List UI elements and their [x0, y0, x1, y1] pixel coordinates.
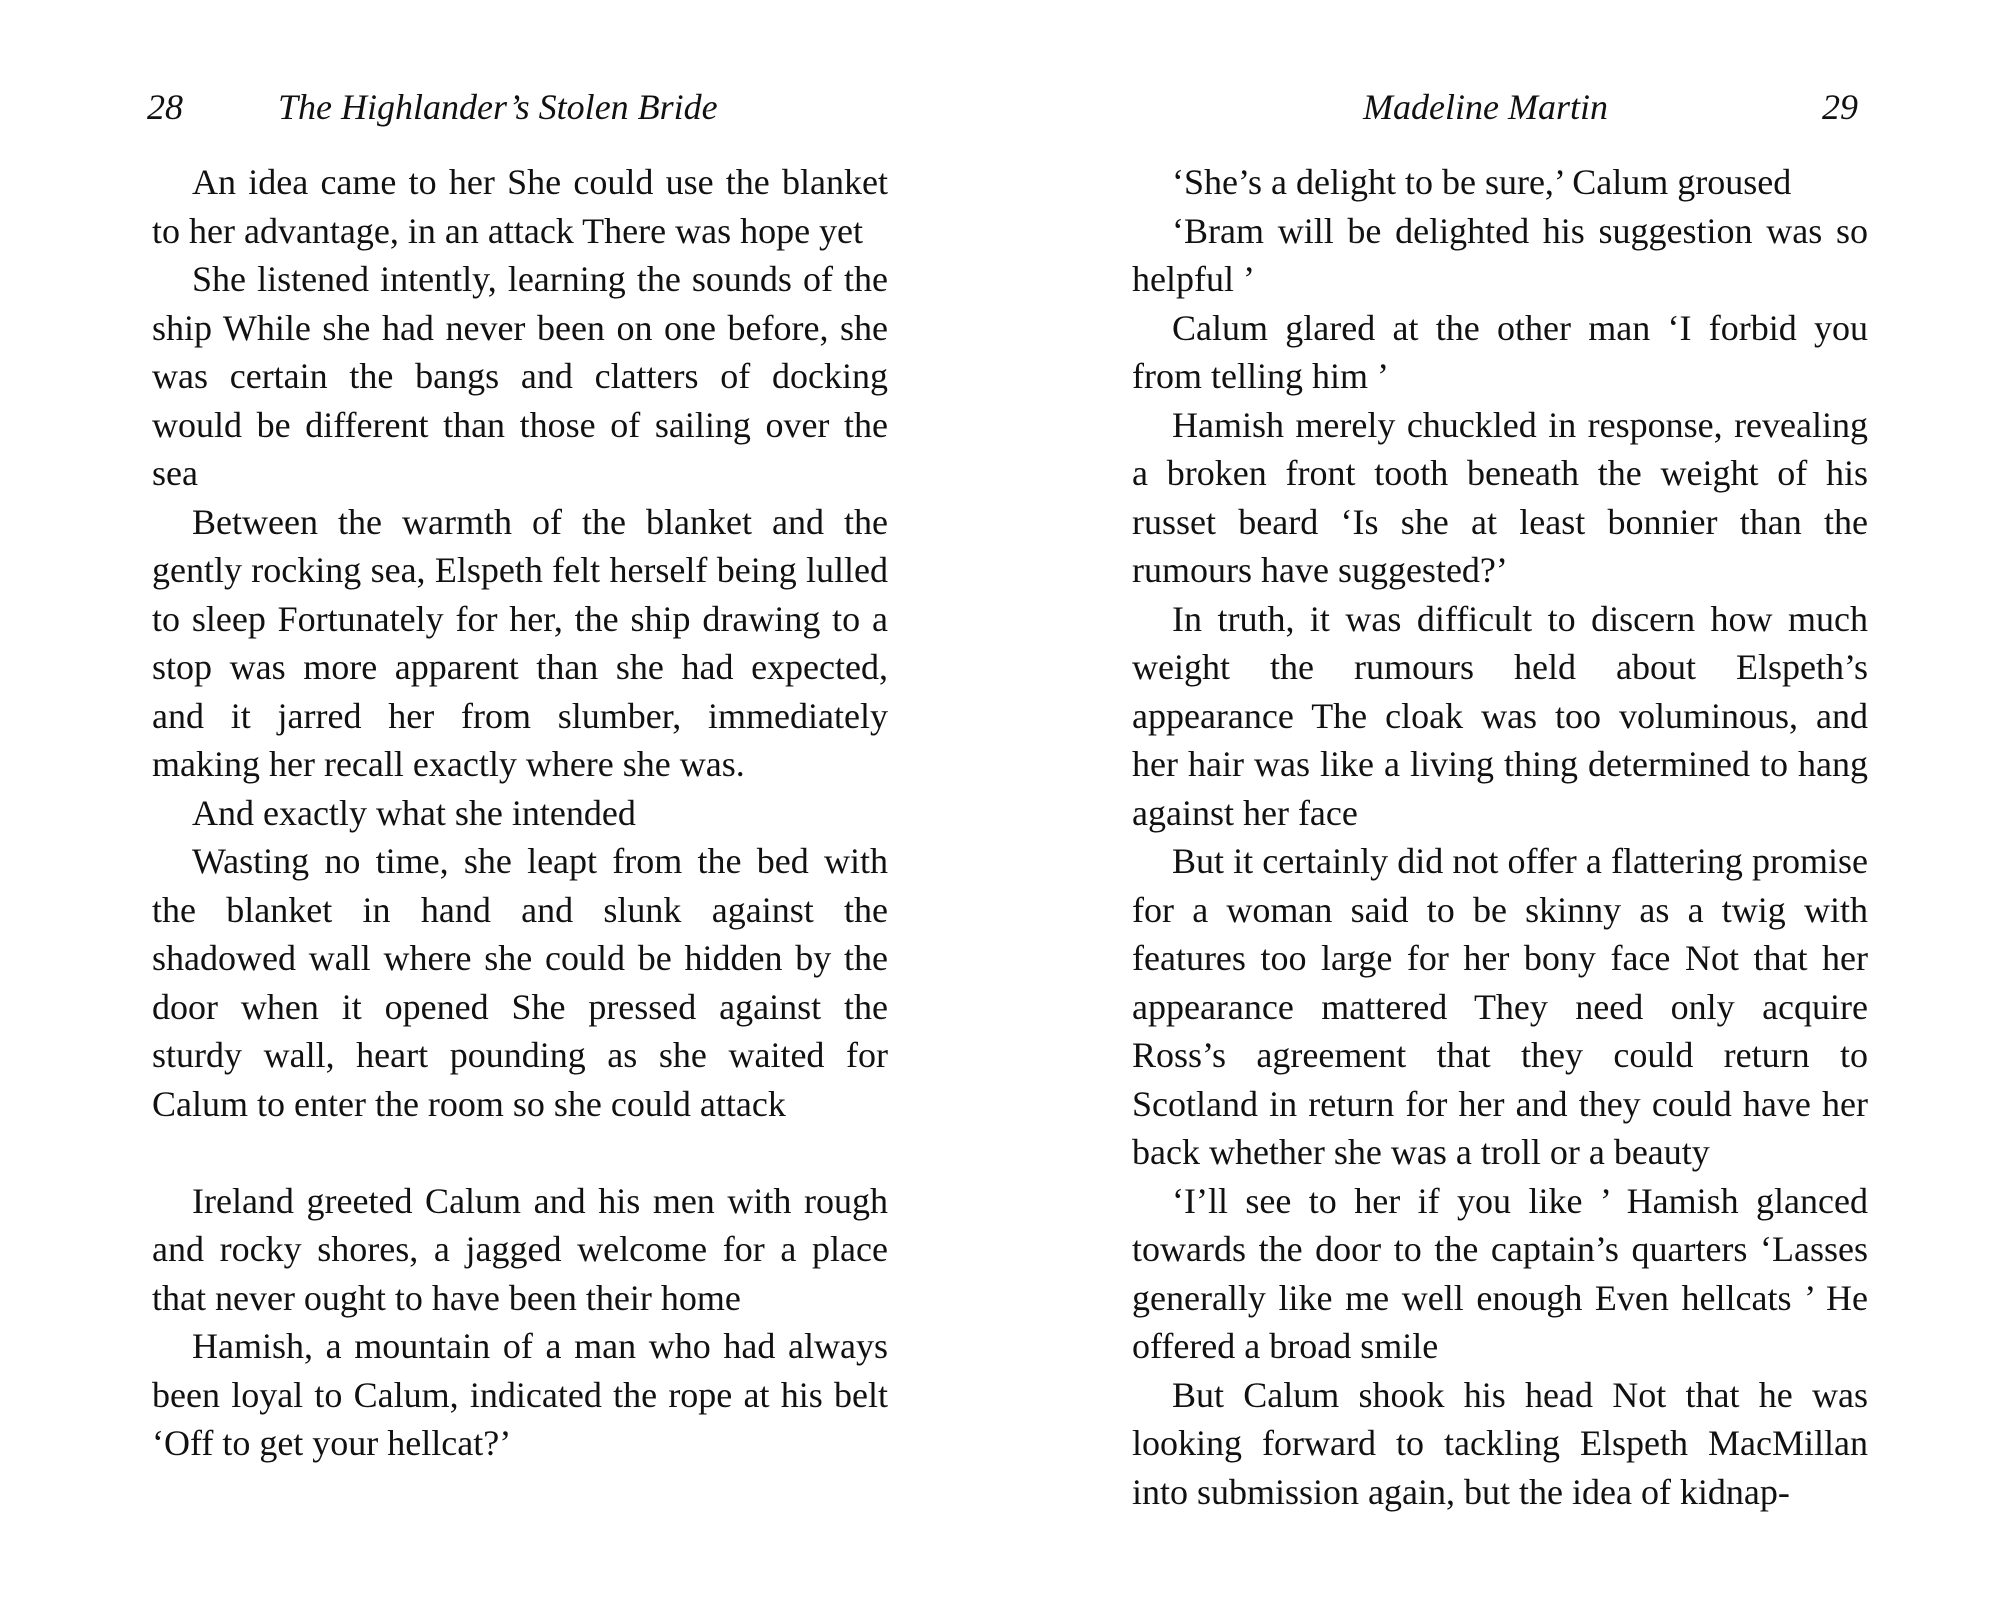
right-page-text	[1132, 158, 1868, 1516]
paragraph: But Calum shook his head Not that he was looking forward to tackling Elspeth MacMillan into submission again, but the idea of kidnap-	[1132, 1374, 1868, 1512]
scene-break	[152, 1128, 888, 1177]
page-number: 28	[147, 87, 183, 127]
paragraph: And exactly what she intended	[192, 792, 636, 833]
paragraph: Wasting no time, she leapt from the bed with the blanket in hand and slunk against the shadowed wall where she could be hidden by the door when it opened She pressed against the sturdy wall, heart pounding as she waited for Calum to enter the room so she could attack	[152, 841, 888, 1124]
left-page-text	[152, 158, 888, 1468]
right-page	[1000, 0, 2000, 1616]
running-author: Madeline Martin	[1363, 87, 1608, 127]
paragraph: An idea came to her She could use the blanket to her advantage, in an attack There was hope yet	[152, 162, 888, 251]
paragraph: ‘Bram will be delighted his suggestion was so helpful ’	[1132, 210, 1868, 299]
paragraph: Calum glared at the other man ‘I forbid you from telling him ’	[1132, 307, 1868, 396]
paragraph: ‘I’ll see to her if you like ’ Hamish glanced towards the door to the captain’s quarters ‘Lasses generally like me well enough Even hellcats ’ He offered a broad smile	[1132, 1180, 1868, 1366]
page-number: 29	[1822, 87, 1858, 127]
paragraph: ‘She’s a delight to be sure,’ Calum groused	[1172, 162, 1792, 202]
paragraph: Hamish, a mountain of a man who had always been loyal to Calum, indicated the rope at his belt ‘Off to get your hellcat?’	[152, 1326, 888, 1463]
paragraph: Hamish merely chuckled in response, revealing a broken front tooth beneath the weight of his russet beard ‘Is she at least bonnier than the rumours have suggested?’	[1132, 404, 1868, 590]
paragraph: But it certainly did not offer a flattering promise for a woman said to be skinny as a twig with features too large for her bony face Not that her appearance mattered They need only acquire Ross’s agreement that they could return to Scotland in return for her and they could have her back whether she was a troll or a beauty	[1132, 841, 1868, 1172]
running-title: The Highlander’s Stolen Bride	[278, 87, 718, 127]
paragraph: Between the warmth of the blanket and the gently rocking sea, Elspeth felt herself being lulled to sleep Fortunately for her, the ship drawing to a stop was more apparent than she had expected, and it jarred her from slumber, immediately making her recall exactly where she was.	[152, 501, 888, 784]
paragraph: She listened intently, learning the sounds of the ship While she had never been on one before, she was certain the bangs and clatters of docking would be different than those of sailing over the sea	[152, 259, 888, 493]
paragraph: Ireland greeted Calum and his men with rough and rocky shores, a jagged welcome for a place that never ought to have been their home	[152, 1180, 888, 1318]
paragraph: In truth, it was difficult to discern how much weight the rumours held about Elspeth’s appearance The cloak was too voluminous, and her hair was like a living thing determined to hang against her face	[1132, 598, 1868, 833]
